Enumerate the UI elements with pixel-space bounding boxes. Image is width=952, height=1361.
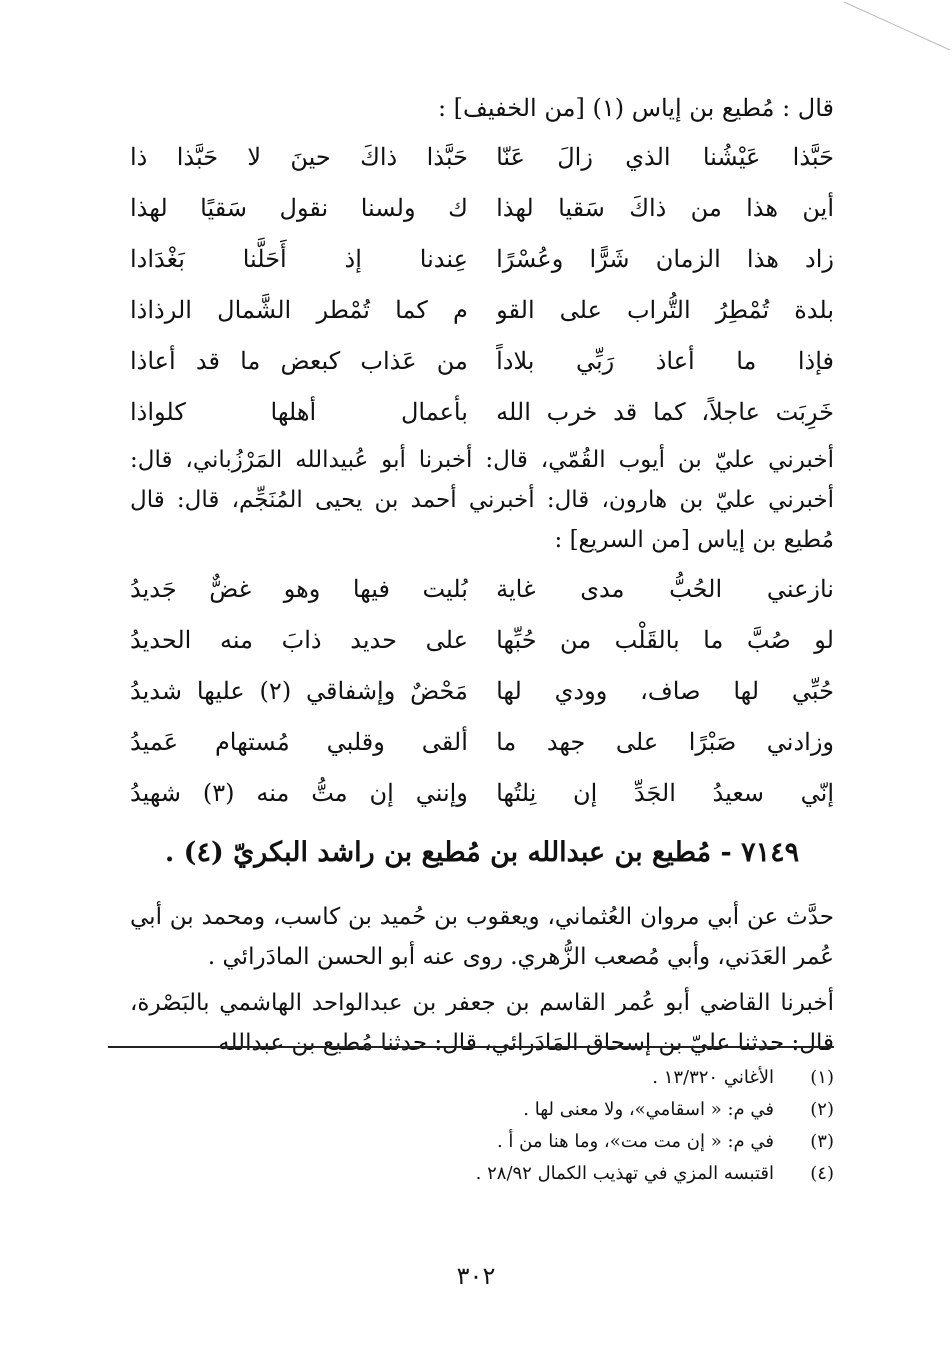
- hemistich-first: بلدة تُمْطِرُ التُّراب على القو: [496, 296, 834, 324]
- verse: [130, 564, 834, 615]
- verse: [130, 336, 834, 387]
- hemistich-first: إنّي سعيدُ الجَدِّ إن نِلتُها: [496, 779, 834, 807]
- verse: [130, 768, 834, 819]
- footnote-number: (٤): [810, 1163, 834, 1184]
- hemistich-first: حَبَّذا عَيْشُنا الذي زالَ عَنّا: [496, 143, 834, 171]
- footnote-number: (٣): [810, 1131, 834, 1152]
- biography-paragraph: حدَّث عن أبي مروان العُثماني، ويعقوب بن حُميد بن كاسب، ومحمد بن أبي عُمر العَدَني، وأبي مُصعب الزُّهري. روى عنه أبو الحسن المادَرائي .: [130, 904, 834, 970]
- footnote: [108, 1158, 834, 1190]
- hemistich-first: حُبِّي لها صاف، وودي لها: [496, 677, 834, 705]
- footnote-text: في م: « اسقامي»، ولا معنى لها .: [523, 1099, 774, 1120]
- hemistich-first: وزادني صَبْرًا على جهد ما: [496, 728, 834, 756]
- intro-line: قال : مُطيع بن إياس (١) [من الخفيف] :: [437, 94, 834, 122]
- hemistich-first: فإذا ما أعاذ رَبِّي بلاداً: [496, 347, 834, 375]
- hemistich-first: أين هذا من ذاكَ سَقيا لهذا: [496, 194, 834, 222]
- footnote-text: الأغاني ١٣/٣٢٠ .: [652, 1067, 774, 1088]
- footnote-text: في م: « إن مت مت»، وما هنا من أ .: [496, 1131, 774, 1152]
- poem-sari: [130, 564, 834, 819]
- hemistich-second: ك ولسنا نقول سَقيًا لهذا: [130, 194, 468, 222]
- isnad-paragraph: أخبرني عليّ بن أيوب القُمّي، قال: أخبرنا أبو عُبيدالله المَرْزُباني، قال: أخبرني عليّ بن هارون، قال: أخبرني أحمد بن يحيى المُنَجِّم، قال: قال مُطيع بن إياس [من السريع] :: [130, 447, 834, 553]
- scan-corner-mark: [842, 0, 952, 52]
- footnotes: [108, 1046, 834, 1190]
- verse: [130, 183, 834, 234]
- verse: [130, 132, 834, 183]
- hemistich-second: حَبَّذا ذاكَ حينَ لا حَبَّذا ذا: [130, 143, 468, 171]
- hemistich-second: عِندنا إذ أَحَلَّنا بَغْدَادا: [130, 245, 468, 273]
- hemistich-second: م كما تُمْطر الشَّمال الرذاذا: [130, 296, 468, 324]
- hemistich-first: خَرِبَت عاجلاً، كما قد خرب الله: [496, 398, 834, 426]
- footnote-text: اقتبسه المزي في تهذيب الكمال ٢٨/٩٢ .: [475, 1163, 774, 1184]
- footnote-number: (٢): [810, 1099, 834, 1120]
- entry-heading: ٧١٤٩ - مُطيع بن عبدالله بن مُطيع بن راشد البكريّ (٤) .: [164, 837, 800, 868]
- hemistich-second: بُليت فيها وهو غضٌّ جَديدُ: [130, 575, 468, 603]
- poem-khafif: [130, 132, 834, 438]
- hemistich-second: وإنني إن متُّ منه (٣) شهيدُ: [130, 779, 468, 807]
- verse: [130, 387, 834, 438]
- verse: [130, 666, 834, 717]
- hemistich-first: نازعني الحُبُّ مدى غاية: [496, 575, 834, 603]
- footnote: [108, 1126, 834, 1158]
- verse: [130, 615, 834, 666]
- hemistich-first: زاد هذا الزمان شَرًّا وعُسْرًا: [496, 245, 834, 273]
- hemistich-second: ألقى وقلبي مُستهام عَميدُ: [130, 728, 468, 756]
- hemistich-second: من عَذاب كبعض ما قد أعاذا: [130, 347, 468, 375]
- footnote-number: (١): [810, 1067, 834, 1088]
- hemistich-first: لو صُبَّ ما بالقَلْب من حُبِّها: [496, 626, 834, 654]
- verse: [130, 717, 834, 768]
- hemistich-second: مَحْضٌ وإشفاقي (٢) عليها شديدُ: [130, 677, 468, 705]
- footnote: [108, 1094, 834, 1126]
- verse: [130, 285, 834, 336]
- page-number: ٣٠٢: [456, 1262, 496, 1290]
- hemistich-second: على حديد ذابَ منه الحديدُ: [130, 626, 468, 654]
- footnote: [108, 1062, 834, 1094]
- isnad-paragraph: أخبرنا القاضي أبو عُمر القاسم بن جعفر بن عبدالواحد الهاشمي بالبَصْرة، قال: حدثنا عليّ بن إسحاق المَادَرائي، قال: حدثنا مُطيع بن عبدالله: [130, 990, 834, 1056]
- footnote-rule: [108, 1046, 834, 1048]
- hemistich-second: بأعمال أهلها كلواذا: [130, 398, 468, 426]
- verse: [130, 234, 834, 285]
